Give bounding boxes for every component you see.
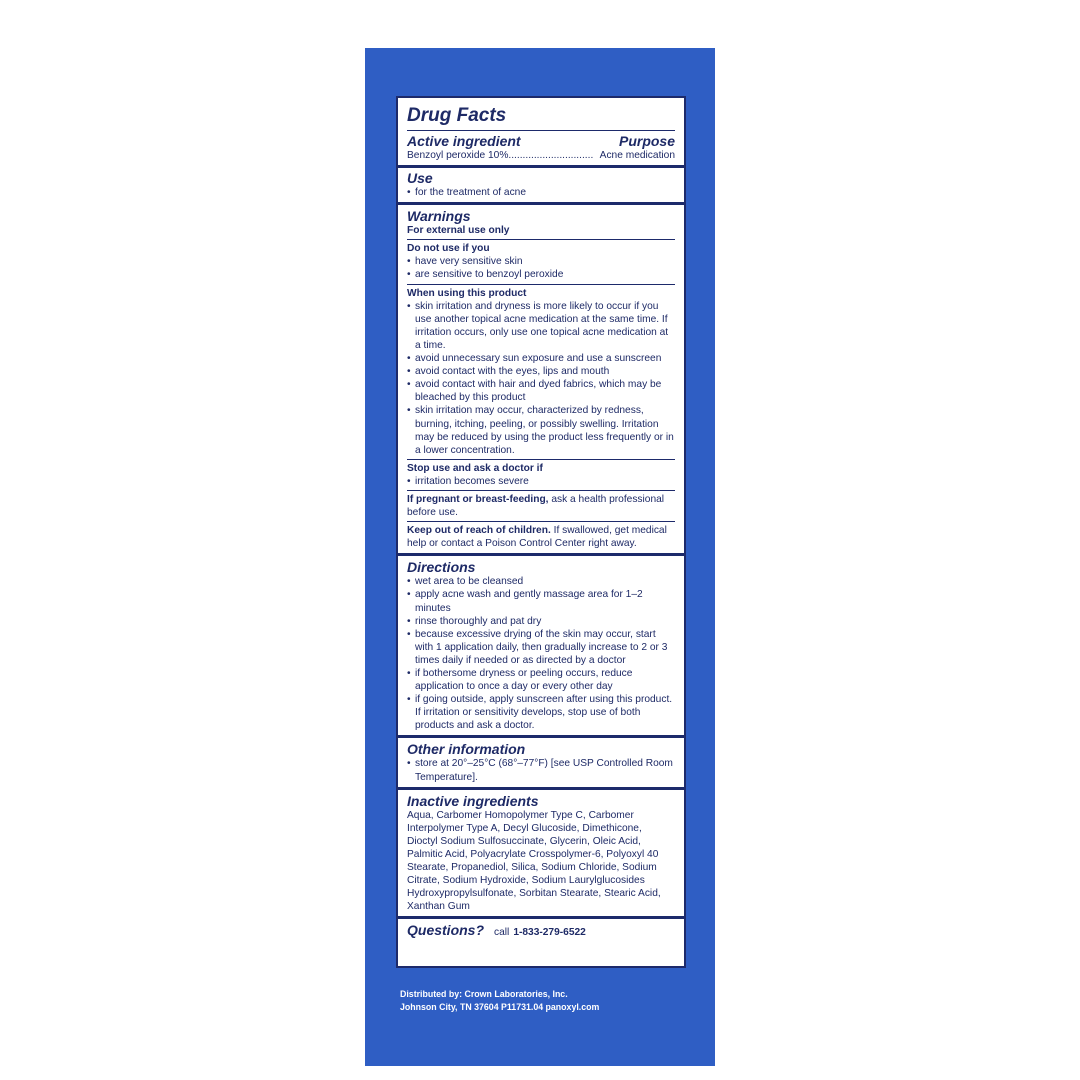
list-item: • skin irritation may occur, characterized by redness, burning, itching, peeling, or possibly swelling. Irritation may be reduced by using the product less frequently or in a lower concentration.: [407, 404, 675, 456]
other-information-heading: Other information: [407, 741, 526, 758]
purpose-value: Acne medication: [599, 150, 675, 161]
directions-section: [407, 556, 675, 735]
list-item: • skin irritation and dryness is more likely to occur if you use another topical acne medication at the same time. If irritation occurs, only use one topical acne medication at a time.: [407, 300, 675, 352]
children-bold: Keep out of reach of children.: [407, 525, 551, 537]
use-heading: Use: [407, 170, 433, 187]
list-item: • irritation becomes severe: [407, 475, 675, 488]
list-item: • have very sensitive skin: [407, 255, 675, 268]
children-warning: [407, 524, 675, 553]
stop-use-heading: Stop use and ask a doctor if: [407, 462, 543, 474]
list-item: • are sensitive to benzoyl peroxide: [407, 268, 675, 281]
pregnancy-text: ask a health professional before use.: [407, 493, 665, 519]
use-section: [407, 168, 675, 202]
questions-phone: 1-833-279-6522: [513, 927, 586, 939]
use-item: • for the treatment of acne: [407, 186, 675, 199]
drug-facts-title: Drug Facts: [407, 105, 507, 126]
when-using-heading: When using this product: [407, 287, 527, 299]
list-item: • wet area to be cleansed: [407, 575, 675, 588]
external-use-note: For external use only: [407, 225, 510, 237]
inactive-ingredients-heading: Inactive ingredients: [407, 792, 539, 809]
distributor-line-2: Johnson City, TN 37604 P11731.04 panoxyl.com: [400, 1002, 600, 1012]
list-item: • avoid contact with hair and dyed fabrics, which may be bleached by this product: [407, 378, 675, 404]
leader-dots: ..............................: [508, 150, 594, 161]
list-item: • store at 20°–25°C (68°–77°F) [see USP Controlled Room Temperature].: [407, 757, 675, 783]
warnings-section: [407, 205, 675, 553]
active-ingredient-heading: Active ingredient: [407, 133, 521, 149]
list-item: • rinse thoroughly and pat dry: [407, 615, 675, 628]
purpose-heading: Purpose: [618, 133, 675, 149]
pregnancy-warning: [407, 493, 675, 519]
drug-facts-header: [407, 104, 675, 162]
list-item: • apply acne wash and gently massage area for 1–2 minutes: [407, 588, 675, 614]
other-information-section: [407, 738, 675, 786]
do-not-use-heading: Do not use if you: [407, 243, 490, 255]
active-ingredient: Benzoyl peroxide 10%: [407, 150, 509, 161]
inactive-ingredients-text: Aqua, Carbomer Homopolymer Type C, Carbomer Interpolymer Type A, Decyl Glucoside, Dimethicone, Dioctyl Sodium Sulfosuccinate, Glycerin, Oleic Acid, Palmitic Acid, Polyacrylate Crosspolymer-6, Polyoxyl 40 Stearate, Propanediol, Silica, Sodium Chloride, Sodium Citrate, Sodium Hydroxide, Sodium Laurylglucosides Hydroxypropylsulfonate, Sorbitan Stearate, Stearic Acid, Xanthan Gum: [407, 809, 661, 913]
inactive-ingredients-section: [407, 790, 675, 917]
questions-call: call: [494, 927, 510, 939]
list-item: • avoid unnecessary sun exposure and use a sunscreen: [407, 352, 675, 365]
questions-heading: Questions?: [407, 922, 485, 939]
list-item: • avoid contact with the eyes, lips and mouth: [407, 365, 675, 378]
list-item: • because excessive drying of the skin may occur, start with 1 application daily, then gradually increase to 2 or 3 times daily if needed or as directed by a doctor: [407, 628, 675, 667]
pregnancy-bold: If pregnant or breast-feeding,: [407, 493, 549, 505]
list-item: • if bothersome dryness or peeling occurs, reduce application to once a day or every other day: [407, 667, 675, 693]
warnings-heading: Warnings: [407, 208, 471, 225]
distributor-line-1: Distributed by: Crown Laboratories, Inc.: [400, 989, 568, 999]
questions-section: [407, 919, 675, 940]
distributor-info: [400, 988, 599, 1014]
list-item: • if going outside, apply sunscreen after using this product. If irritation or sensitivity develops, stop use of both products and ask a doctor.: [407, 693, 675, 732]
drug-facts-panel: [396, 96, 686, 968]
children-text: If swallowed, get medical help or contact a Poison Control Center right away.: [407, 525, 667, 550]
directions-heading: Directions: [407, 559, 476, 576]
